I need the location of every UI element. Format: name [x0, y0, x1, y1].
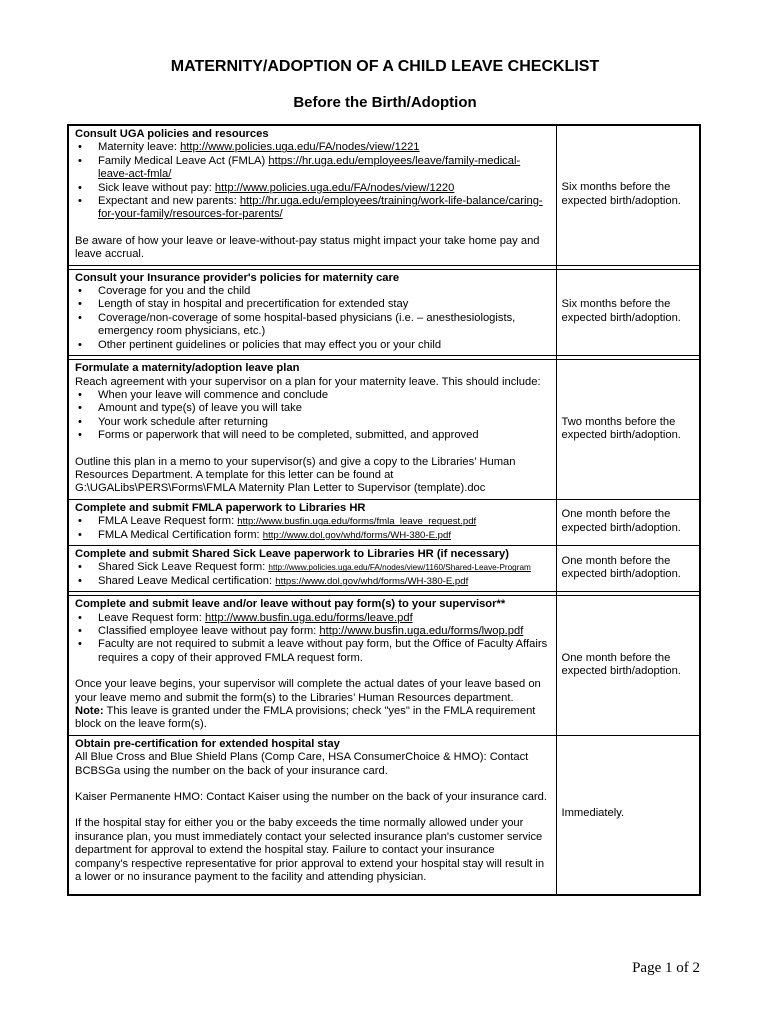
list-item: • Coverage for you and the child — [75, 285, 551, 298]
row-note: Outline this plan in a memo to your supervisor(s) and give a copy to the Libraries’ Human Resources Department. A template for this letter can be found at G:\UGALibs\PERS\Forms\FMLA Maternity Plan Letter to Supervisor (template).doc — [75, 455, 516, 495]
row-heading: Obtain pre-certification for extended hospital stay — [75, 737, 340, 750]
list-item — [75, 515, 551, 528]
maternity-leave-link[interactable]: http://www.policies.uga.edu/FA/nodes/view/1221 — [180, 141, 420, 154]
task-cell — [68, 545, 556, 591]
task-cell — [68, 596, 556, 736]
list-item — [75, 612, 551, 625]
lwop-form-link[interactable]: http://www.busfin.uga.edu/forms/lwop.pdf — [319, 625, 524, 637]
document-title: MATERNITY/ADOPTION OF A CHILD LEAVE CHECKLIST — [170, 58, 600, 75]
fmla-certification-link[interactable]: http://www.dol.gov/whd/forms/WH-380-E.pdf — [262, 529, 451, 541]
fmla-link[interactable]: https://hr.uga.edu/employees/leave/family-medical-leave-act-fmla/ — [98, 154, 521, 181]
row-note-2 — [75, 705, 551, 732]
timing-cell: Six months before the expected birth/adoption. — [556, 125, 700, 265]
paragraph: Kaiser Permanente HMO: Contact Kaiser using the number on the back of your insurance card. — [75, 791, 547, 804]
item-list — [75, 515, 551, 542]
item-label: Shared Leave Medical certification: — [98, 574, 276, 587]
item-label: Maternity leave: — [98, 141, 181, 154]
list-item — [75, 529, 551, 542]
row-note: Be aware of how your leave or leave-without-pay status might impact your take home pay and leave accrual. — [75, 234, 540, 261]
checklist-row-shared-sick-leave — [68, 545, 700, 591]
row-intro: Reach agreement with your supervisor on a plan for your maternity leave. This should include: — [75, 375, 541, 388]
checklist-table — [67, 124, 701, 896]
item-label: Expectant and new parents: — [98, 195, 240, 208]
item-list — [75, 285, 551, 352]
shared-leave-link[interactable]: http://www.policies.uga.edu/FA/nodes/view/1160/Shared-Leave-Program — [268, 563, 531, 573]
list-item: • Other pertinent guidelines or policies that may effect you or your child — [75, 339, 551, 352]
list-item: • Faculty are not required to submit a leave without pay form, but the Office of Faculty Affairs requires a copy of their approved FMLA request form. — [75, 638, 551, 665]
timing-cell: Six months before the expected birth/adoption. — [556, 269, 700, 355]
row-heading: Consult your Insurance provider's policies for maternity care — [75, 271, 400, 284]
list-item — [75, 195, 551, 222]
list-item: • Forms or paperwork that will need to be completed, submitted, and approved — [75, 429, 551, 442]
list-item: • Length of stay in hospital and precertification for extended stay — [75, 298, 551, 311]
item-list — [75, 389, 551, 443]
leave-request-link[interactable]: http://www.busfin.uga.edu/forms/leave.pdf — [204, 611, 413, 624]
task-cell — [68, 735, 556, 894]
list-item — [75, 182, 551, 195]
fmla-request-link[interactable]: http://www.busfin.uga.edu/forms/fmla_leave_request.pdf — [237, 516, 477, 528]
timing-cell: One month before the expected birth/adoption. — [556, 499, 700, 545]
item-label: Classified employee leave without pay form: — [98, 625, 320, 637]
page-number: Page 1 of 2 — [632, 960, 700, 976]
list-item: • When your leave will commence and conclude — [75, 389, 551, 402]
shared-leave-certification-link[interactable]: https://www.dol.gov/whd/forms/WH-380-E.pdf — [275, 575, 469, 587]
checklist-row-insurance — [68, 269, 700, 355]
list-item — [75, 141, 551, 154]
item-label: Family Medical Leave Act (FMLA) — [98, 154, 269, 167]
task-cell — [68, 499, 556, 545]
row-note: Once your leave begins, your supervisor will complete the actual dates of your leave based on your leave memo and submit the form(s) to the Libraries’ Human Resources department. — [75, 678, 541, 704]
task-cell — [68, 125, 556, 265]
list-item: • Your work schedule after returning — [75, 416, 551, 429]
checklist-row-uga-policies — [68, 125, 700, 265]
checklist-row-leave-forms — [68, 596, 700, 736]
row-heading: Complete and submit FMLA paperwork to Libraries HR — [75, 501, 366, 514]
note-text: This leave is granted under the FMLA provisions; check "yes" in the FMLA requirement block on the leave form(s). — [75, 705, 536, 731]
task-cell — [68, 360, 556, 500]
list-item — [75, 155, 551, 182]
note-label: Note: — [75, 705, 104, 718]
list-item — [75, 625, 551, 638]
item-label: Leave Request form: — [98, 611, 205, 624]
document-subtitle: Before the Birth/Adoption — [293, 94, 477, 111]
list-item — [75, 575, 551, 588]
checklist-row-fmla-paperwork — [68, 499, 700, 545]
checklist-row-leave-plan — [68, 360, 700, 500]
paragraph: If the hospital stay for either you or the baby exceeds the time normally allowed under your insurance plan, you must immediately contact your selected insurance plan's customer service department for approval to extend the hospital stay. Failure to contact your insurance company's respective representative for prior approval to extend your hospital stay will result in a lower or no insurance payment to the facility and attending physician. — [75, 817, 545, 884]
item-label: Sick leave without pay: — [98, 181, 215, 194]
list-item: • Amount and type(s) of leave you will take — [75, 402, 551, 415]
row-heading: Complete and submit Shared Sick Leave paperwork to Libraries HR (if necessary) — [75, 547, 509, 560]
item-list — [75, 612, 551, 666]
paragraph: All Blue Cross and Blue Shield Plans (Comp Care, HSA ConsumerChoice & HMO): Contact BCBSGa using the number on the back of your insurance card. — [75, 751, 529, 777]
parents-resources-link[interactable]: http://hr.uga.edu/employees/training/work-life-balance/caring-for-your-family/resources-for-parents/ — [98, 195, 543, 221]
timing-cell: Immediately. — [556, 735, 700, 894]
row-heading: Consult UGA policies and resources — [75, 128, 269, 140]
checklist-row-precertification — [68, 735, 700, 894]
row-heading: Formulate a maternity/adoption leave plan — [75, 362, 300, 375]
timing-cell: Two months before the expected birth/adoption. — [556, 360, 700, 500]
row-heading: Complete and submit leave and/or leave without pay form(s) to your supervisor** — [75, 598, 506, 611]
timing-cell: One month before the expected birth/adoption. — [556, 596, 700, 736]
item-label: FMLA Leave Request form: — [98, 515, 238, 528]
task-cell — [68, 269, 556, 355]
item-label: Shared Sick Leave Request form: — [98, 561, 269, 574]
timing-cell: One month before the expected birth/adoption. — [556, 545, 700, 591]
list-item: • Coverage/non-coverage of some hospital-based physicians (i.e. – anesthesiologists, emergency room physicians, etc.) — [75, 312, 551, 339]
list-item — [75, 561, 551, 574]
sick-leave-link[interactable]: http://www.policies.uga.edu/FA/nodes/view/1220 — [214, 181, 455, 194]
item-list — [75, 561, 551, 588]
item-label: FMLA Medical Certification form: — [98, 528, 263, 541]
resource-list — [75, 141, 551, 221]
